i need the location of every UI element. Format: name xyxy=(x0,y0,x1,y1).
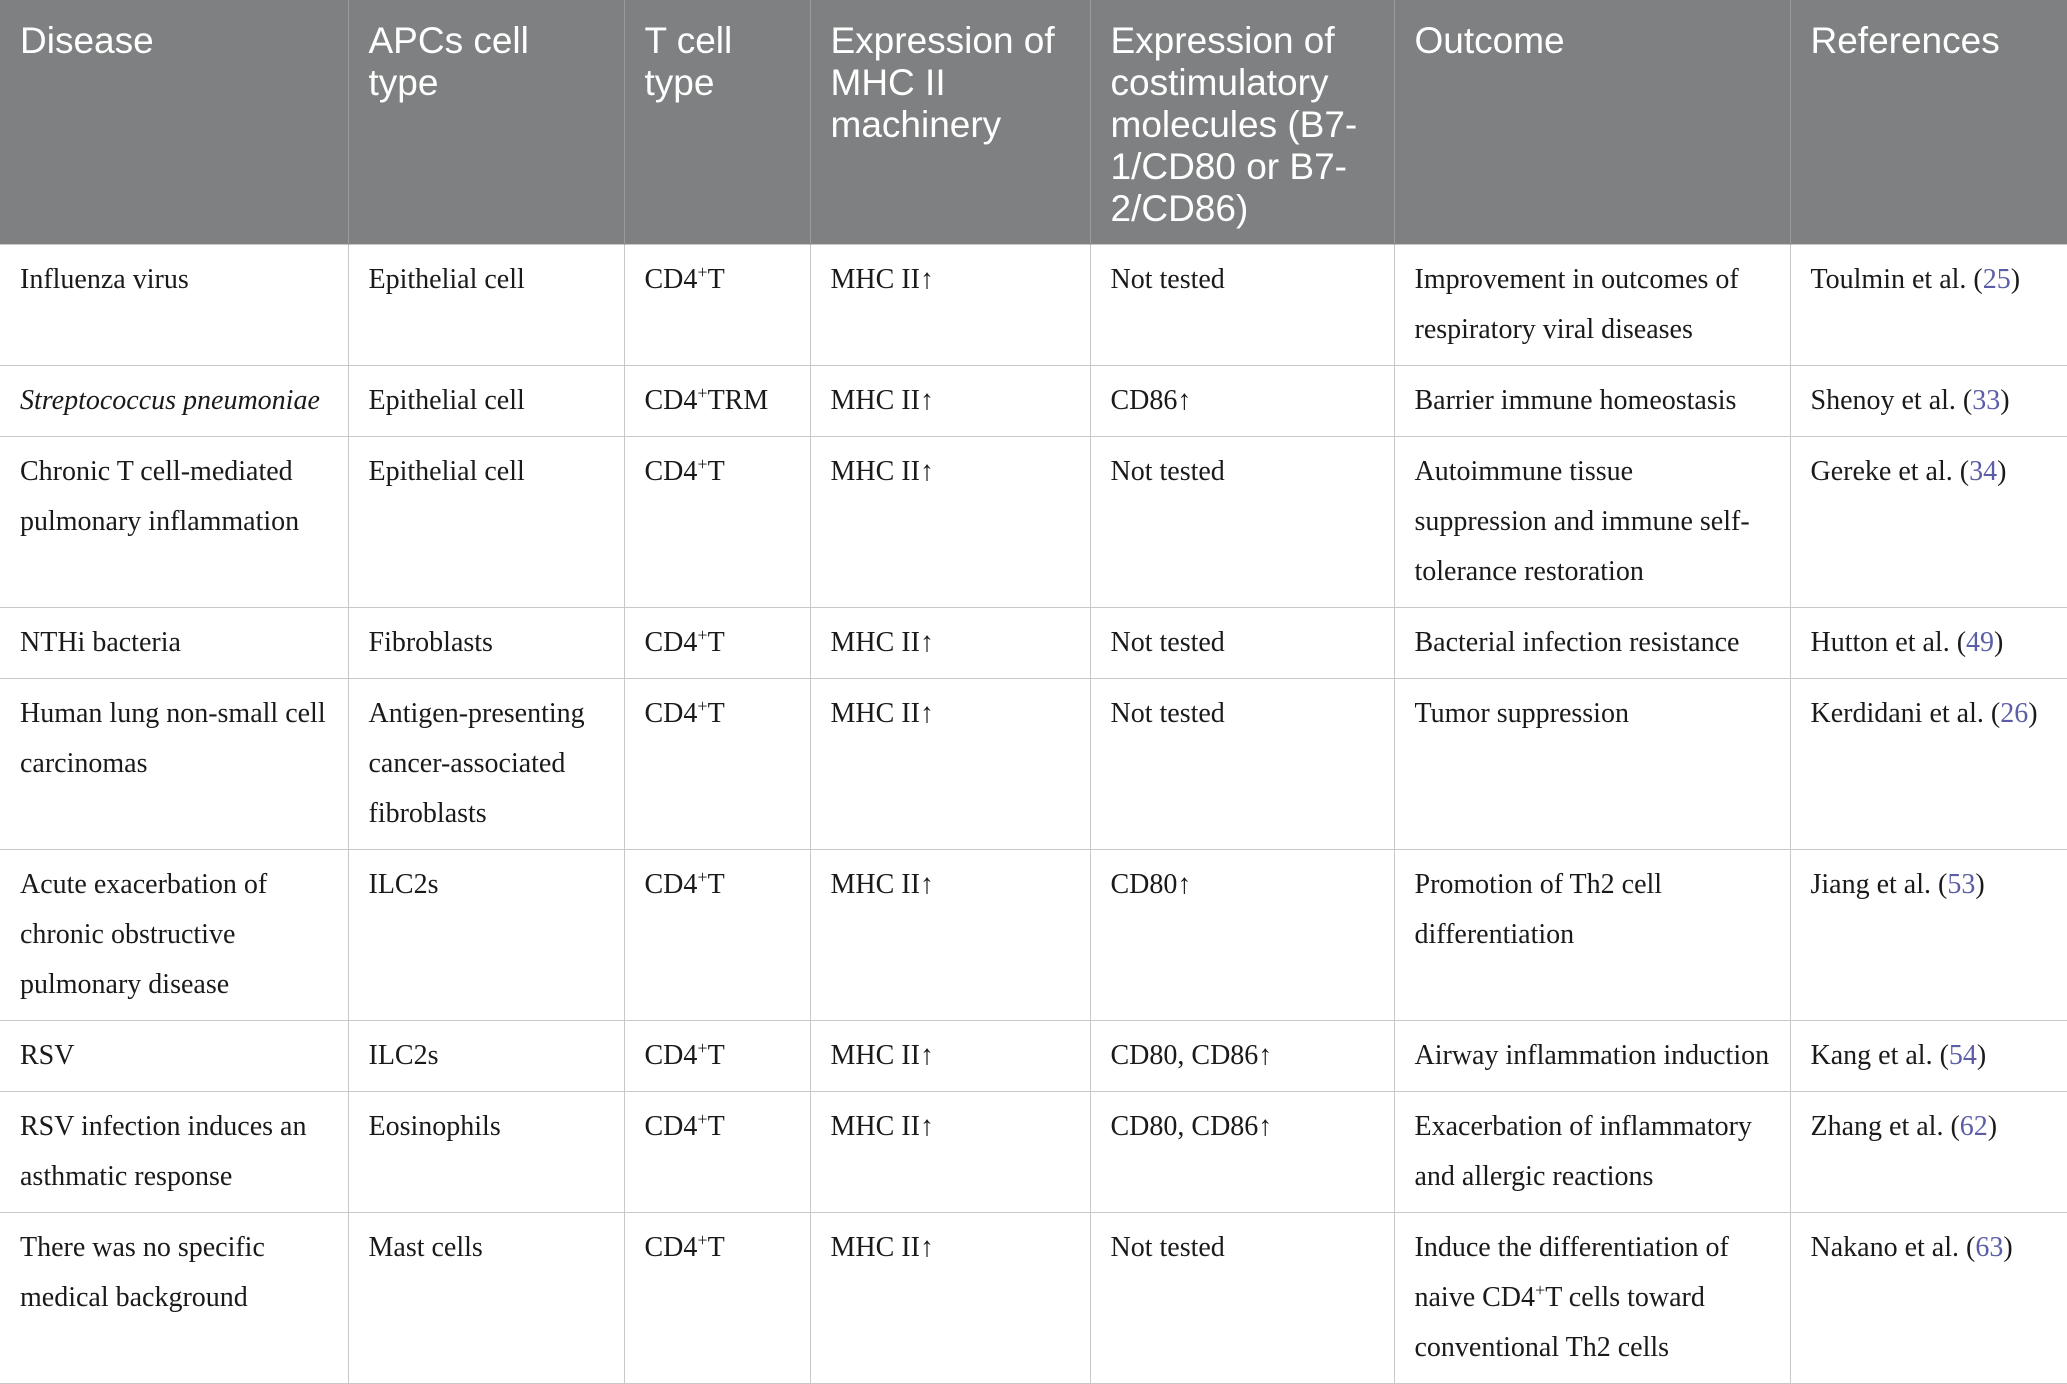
cell-reference: Jiang et al. (53) xyxy=(1790,850,2067,1021)
cell-costim: Not tested xyxy=(1090,245,1394,366)
header-apc-cell-type: APCs cell type xyxy=(348,0,624,245)
cell-reference: Toulmin et al. (25) xyxy=(1790,245,2067,366)
cell-tcell: CD4+T xyxy=(624,1213,810,1384)
reference-link[interactable]: 49 xyxy=(1966,627,1995,658)
reference-link[interactable]: 26 xyxy=(2000,698,2029,729)
cell-apc: Eosinophils xyxy=(348,1092,624,1213)
cell-apc: ILC2s xyxy=(348,1021,624,1092)
cell-apc: Mast cells xyxy=(348,1213,624,1384)
table-row xyxy=(0,437,2067,608)
cell-mhc: MHC II↑ xyxy=(810,679,1090,850)
cell-disease: RSV infection induces an asthmatic response xyxy=(0,1092,348,1213)
cell-reference: Kerdidani et al. (26) xyxy=(1790,679,2067,850)
cell-outcome: Airway inflammation induction xyxy=(1394,1021,1790,1092)
table-header xyxy=(0,0,2067,245)
reference-link[interactable]: 54 xyxy=(1948,1040,1977,1071)
cell-disease: There was no specific medical background xyxy=(0,1213,348,1384)
cell-outcome: Promotion of Th2 cell differentiation xyxy=(1394,850,1790,1021)
cell-reference: Hutton et al. (49) xyxy=(1790,608,2067,679)
table-row xyxy=(0,245,2067,366)
cell-tcell: CD4+TRM xyxy=(624,366,810,437)
cell-reference: Kang et al. (54) xyxy=(1790,1021,2067,1092)
cell-outcome: Bacterial infection resistance xyxy=(1394,608,1790,679)
reference-link[interactable]: 25 xyxy=(1982,264,2011,295)
cell-apc: Antigen-presenting cancer-associated fibroblasts xyxy=(348,679,624,850)
cell-outcome: Induce the differentiation of naive CD4+T cells toward conventional Th2 cells xyxy=(1394,1213,1790,1384)
cell-disease: NTHi bacteria xyxy=(0,608,348,679)
header-references: References xyxy=(1790,0,2067,245)
cell-tcell: CD4+T xyxy=(624,437,810,608)
cell-tcell: CD4+T xyxy=(624,608,810,679)
cell-reference: Nakano et al. (63) xyxy=(1790,1213,2067,1384)
cell-costim: Not tested xyxy=(1090,437,1394,608)
cell-outcome: Autoimmune tissue suppression and immune self-tolerance restoration xyxy=(1394,437,1790,608)
reference-link[interactable]: 53 xyxy=(1947,869,1976,900)
cell-outcome: Exacerbation of inflammatory and allergic reactions xyxy=(1394,1092,1790,1213)
cell-disease: RSV xyxy=(0,1021,348,1092)
cell-mhc: MHC II↑ xyxy=(810,850,1090,1021)
table-row xyxy=(0,1021,2067,1092)
cell-mhc: MHC II↑ xyxy=(810,608,1090,679)
cell-tcell: CD4+T xyxy=(624,679,810,850)
cell-outcome: Improvement in outcomes of respiratory viral diseases xyxy=(1394,245,1790,366)
table-row xyxy=(0,850,2067,1021)
header-row xyxy=(0,0,2067,245)
cell-disease: Acute exacerbation of chronic obstructive pulmonary disease xyxy=(0,850,348,1021)
reference-link[interactable]: 63 xyxy=(1975,1232,2004,1263)
header-outcome: Outcome xyxy=(1394,0,1790,245)
cell-tcell: CD4+T xyxy=(624,245,810,366)
table-row xyxy=(0,1213,2067,1384)
cell-costim: Not tested xyxy=(1090,1213,1394,1384)
cell-apc: Epithelial cell xyxy=(348,366,624,437)
cell-disease: Influenza virus xyxy=(0,245,348,366)
cell-mhc: MHC II↑ xyxy=(810,1092,1090,1213)
cell-outcome: Tumor suppression xyxy=(1394,679,1790,850)
cell-tcell: CD4+T xyxy=(624,1021,810,1092)
cell-costim: Not tested xyxy=(1090,608,1394,679)
table-body xyxy=(0,245,2067,1384)
reference-link[interactable]: 62 xyxy=(1959,1111,1988,1142)
cell-apc: Epithelial cell xyxy=(348,437,624,608)
cell-disease: Human lung non-small cell carcinomas xyxy=(0,679,348,850)
header-mhc-ii-expression: Expression of MHC II machinery xyxy=(810,0,1090,245)
cell-costim: CD80, CD86↑ xyxy=(1090,1092,1394,1213)
cell-tcell: CD4+T xyxy=(624,1092,810,1213)
header-costimulatory-expression: Expression of costimulatory molecules (B7-1/CD80 or B7-2/CD86) xyxy=(1090,0,1394,245)
cell-mhc: MHC II↑ xyxy=(810,245,1090,366)
cell-disease: Streptococcus pneumoniae xyxy=(0,366,348,437)
cell-reference: Shenoy et al. (33) xyxy=(1790,366,2067,437)
cell-mhc: MHC II↑ xyxy=(810,1213,1090,1384)
table-row xyxy=(0,366,2067,437)
cell-mhc: MHC II↑ xyxy=(810,1021,1090,1092)
cell-apc: ILC2s xyxy=(348,850,624,1021)
cell-costim: CD86↑ xyxy=(1090,366,1394,437)
cell-mhc: MHC II↑ xyxy=(810,437,1090,608)
cell-mhc: MHC II↑ xyxy=(810,366,1090,437)
cell-outcome: Barrier immune homeostasis xyxy=(1394,366,1790,437)
table-row xyxy=(0,1092,2067,1213)
reference-link[interactable]: 34 xyxy=(1969,456,1998,487)
cell-costim: CD80, CD86↑ xyxy=(1090,1021,1394,1092)
cell-costim: CD80↑ xyxy=(1090,850,1394,1021)
table-row xyxy=(0,679,2067,850)
header-t-cell-type: T cell type xyxy=(624,0,810,245)
cell-costim: Not tested xyxy=(1090,679,1394,850)
cell-reference: Zhang et al. (62) xyxy=(1790,1092,2067,1213)
cell-apc: Fibroblasts xyxy=(348,608,624,679)
cell-tcell: CD4+T xyxy=(624,850,810,1021)
cell-disease: Chronic T cell-mediated pulmonary inflammation xyxy=(0,437,348,608)
cell-reference: Gereke et al. (34) xyxy=(1790,437,2067,608)
reference-link[interactable]: 33 xyxy=(1972,385,2001,416)
table-row xyxy=(0,608,2067,679)
header-disease: Disease xyxy=(0,0,348,245)
cell-apc: Epithelial cell xyxy=(348,245,624,366)
